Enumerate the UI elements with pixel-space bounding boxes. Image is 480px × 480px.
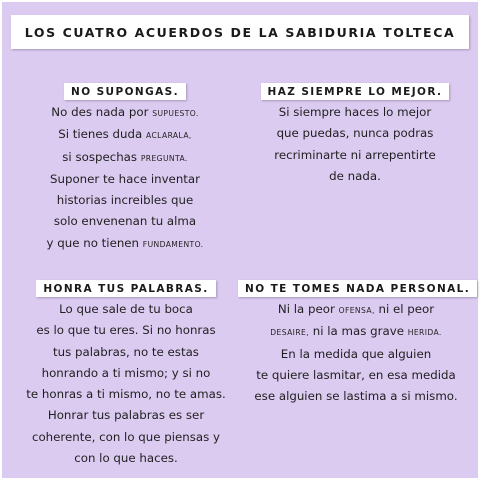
text-segment: es lo que tu eres. Si no honras [36,323,216,338]
text-segment: tus palabras, no te estas [53,344,199,359]
text-line [238,344,474,365]
text-segment: recriminarte ni arrepentirte [274,147,436,162]
text-line [250,166,460,187]
text-line [20,190,230,211]
text-segment: Suponer te hace inventar [49,171,200,186]
agreement-haz-siempre-lo-mejor [250,82,460,187]
text-segment: historias increibles que [56,193,194,208]
text-line [20,124,230,146]
text-line [14,342,238,363]
text-segment: Si tienes duda [58,127,146,142]
agreement-no-supongas [20,82,230,255]
text-line [20,211,230,232]
text-segment: ni la mas grave [309,324,408,339]
text-segment: coherente, con lo que piensas y [31,429,221,444]
text-line [250,102,460,123]
page-title: LOS CUATRO ACUERDOS DE LA SABIDURIA TOLTECA [24,24,456,40]
text-line [238,299,474,321]
text-line [14,427,238,448]
text-line [14,320,238,341]
text-segment: de nada. [329,168,381,183]
emphasis-word: OFENSA, [338,306,375,315]
text-segment: honrando a ti mismo; y si no [41,365,211,380]
emphasis-word: ACLARALA, [146,131,192,141]
text-line [14,405,238,426]
text-segment: que puedas, nunca podras [276,126,434,141]
text-segment: te quiere lasmitar, en esa medida [256,367,456,382]
text-segment: No des nada por [51,105,153,119]
emphasis-word: SUPUESTO. [152,109,199,118]
agreement-heading: HONRA TUS PALABRAS. [36,280,215,297]
agreement-heading: NO TE TOMES NADA PERSONAL. [238,280,477,297]
text-segment: con lo que haces. [74,451,178,466]
text-line [238,386,474,407]
text-segment: Ni la peor [277,302,339,316]
agreement-heading: NO SUPONGAS. [64,83,186,100]
agreement-heading: HAZ SIEMPRE LO MEJOR. [261,83,450,100]
text-line [20,147,230,169]
emphasis-word: PREGUNTA. [140,153,188,163]
text-line [250,145,460,166]
quote-card [2,2,478,478]
emphasis-word: HERIDA. [407,328,442,338]
text-line [14,363,238,384]
text-line [14,299,238,320]
text-segment: ni el peor [374,302,435,316]
text-line [20,102,230,124]
agreement-text [238,299,474,407]
text-segment: En la medida que alguien [280,346,432,361]
agreement-text [20,102,230,255]
emphasis-word: DESAIRE, [270,328,310,338]
agreement-text [14,299,238,469]
text-segment: solo envenenan tu alma [53,214,197,229]
text-line [20,169,230,190]
title-banner [11,15,469,49]
text-segment: Honrar tus palabras es ser [47,408,205,423]
text-segment: te honras a ti mismo, no te amas. [26,387,226,402]
emphasis-word: FUNDAMENTO. [142,239,204,249]
agreement-text [250,102,460,187]
text-segment: Si siempre haces lo mejor [278,105,432,119]
text-line [238,321,474,343]
text-segment: si sospechas [62,149,141,164]
text-segment: ese alguien se lastima a si mismo. [254,389,458,404]
text-segment: Lo que sale de tu boca [59,302,193,316]
text-line [14,384,238,405]
text-segment: y que no tienen [46,235,143,250]
text-line [14,448,238,469]
text-line [250,123,460,144]
agreement-honra-tus-palabras [14,279,238,469]
text-line [238,365,474,386]
text-line [20,233,230,255]
agreement-no-te-tomes-nada-personal [238,279,474,407]
